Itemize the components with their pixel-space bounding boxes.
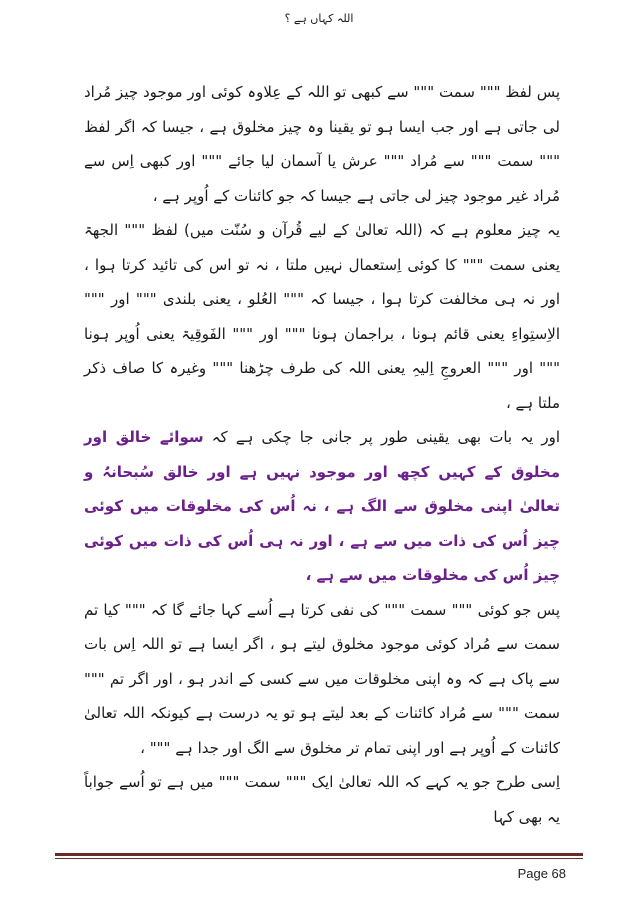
page-body xyxy=(84,75,560,834)
footer-rule xyxy=(55,853,583,856)
paragraph: یہ چیز معلوم ہے کہ (اللہ تعالیٰ کے لیے قُرآن و سُنّت میں) لفظ """ الجھۃ یعنی سمت """ کا کوئی اِستعمال نہیں ملتا ، نہ تو اس کی تائید کرتا ہوا ، اور نہ ہی مخالفت کرتا ہوا ، جیسا کہ """ العُلو ، یعنی بلندی """ اور """ الاِستِواءِ یعنی قائم ہونا ، براجمان ہونا """ اور """ الفَوقِیۃ یعنی اُوپر ہونا """ اور """ العروجِ اِلیہِ یعنی اللہ کی طرف چڑھنا """ وغیرہ کا صاف ذکر ملتا ہے ، xyxy=(84,221,560,412)
footer-rule-thin xyxy=(55,858,583,859)
highlight-paragraph xyxy=(84,420,560,593)
highlight-lead: اور یہ بات بھی یقینی طور پر جانی جا چکی ہے کہ xyxy=(203,428,560,446)
paragraph: پس جو کوئی """ سمت """ کی نفی کرتا ہے اُسے کہا جائے گا کہ """ کیا تم سمت سے مُراد کوئی موجود مخلوق لیتے ہو ، اگر ایسا ہے تو اللہ اِس بات سے پاک ہے کہ وہ اپنی مخلوقات میں سے کسی کے اندر ہو ، اور اگر تم """ سمت """ سے مُراد کائنات کے بعد لیتے ہو تو یہ درست ہے کیونکہ اللہ تعالیٰ کائنات کے اُوپر ہے اور اپنی تمام تر مخلوق سے الگ اور جدا ہے """ ، xyxy=(84,600,560,757)
paragraph: اِسی طرح جو یہ کہے کہ اللہ تعالیٰ ایک """ سمت """ میں ہے تو اُسے جواباً یہ بھی کہا xyxy=(84,773,560,826)
highlighted-text: سوائے خالق اور مخلوق کے کہیں کچھ اور موجود نہیں ہے اور خالق سُبحانہُ و تعالیٰ اپنی مخلوق سے الگ ہے ، نہ اُس کی مخلوقات میں کوئی چیز اُس کی ذات میں سے ہے ، اور نہ ہی اُس کی ذات میں کوئی چیز اُس کی مخلوقات میں سے ہے ، xyxy=(84,428,560,584)
page-number: Page 68 xyxy=(517,866,566,881)
running-header: اللہ کہاں ہے ؟ xyxy=(284,12,354,25)
paragraph: پس لفظ """ سمت """ سے کبھی تو اللہ کے عِلاوہ کوئی اور موجود چیز مُراد لی جاتی ہے اور جب ایسا ہو تو یقینا وہ چیز مخلوق ہے ، جیسا کہ اگر لفظ """ سمت """ سے مُراد """ عرش یا آسمان لیا جائے """ اور کبھی اِس سے مُراد غیر موجود چیز لی جاتی ہے جیسا کہ جو کائنات کے اُوپر ہے ، xyxy=(84,83,560,205)
